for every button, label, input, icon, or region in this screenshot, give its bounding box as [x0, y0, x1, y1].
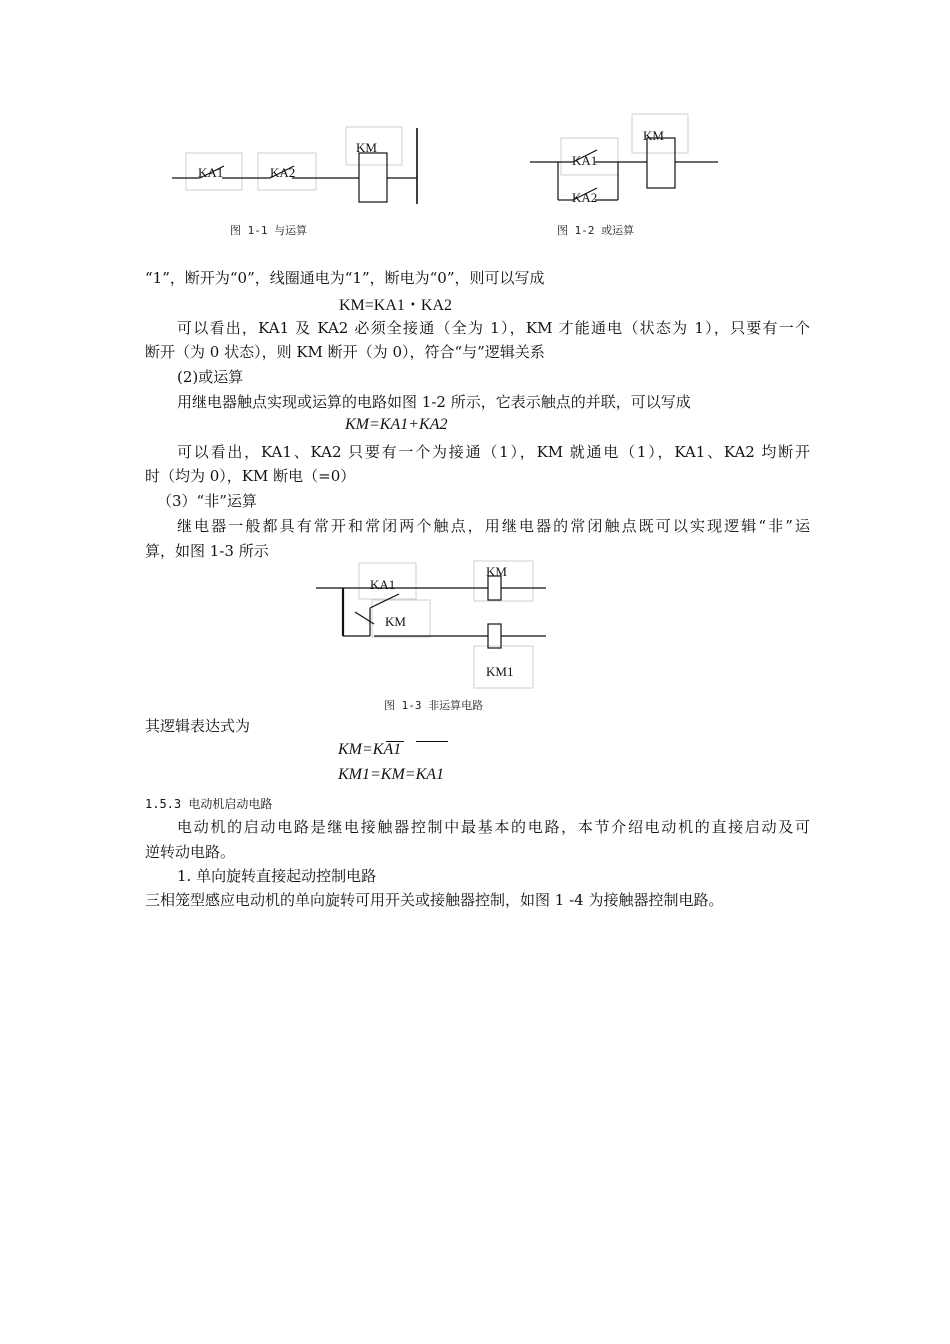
figure-or-circuit	[525, 110, 725, 210]
figure-caption-1-3: 图 1-3 非运算电路	[384, 699, 484, 712]
section-heading-1-5-3: 1.5.3 电动机启动电路	[145, 797, 273, 811]
formula-not-1: KM=KA1	[338, 741, 402, 758]
formula-or: KM=KA1+KA2	[345, 416, 448, 433]
paragraph-motor-start-1: 电动机的启动电路是继电接触器控制中最基本的电路，本节介绍电动机的直接启动及可	[177, 818, 810, 836]
paragraph-and-explain-1: 可以看出，KA1 及 KA2 必须全接通（全为 1），KM 才能通电（状态为 1），只要有一个	[177, 319, 810, 337]
paragraph-not-1: 继电器一般都具有常开和常闭两个触点，用继电器的常闭触点既可以实现逻辑“非”运	[177, 517, 810, 535]
paragraph-not-2: 算，如图 1-3 所示	[145, 542, 269, 560]
formula-not-1-overbar	[386, 741, 404, 742]
fig2-label-ka1: KA1	[572, 153, 598, 168]
figure-caption-1-2: 图 1-2 或运算	[557, 224, 635, 237]
paragraph-and-intro: “1”，断开为“0”，线圈通电为“1”，断电为“0”，则可以写成	[145, 269, 545, 287]
figure-and-circuit	[170, 120, 430, 210]
fig1-label-km: KM	[356, 140, 377, 155]
subheading-or: (2)或运算	[177, 368, 244, 386]
subheading-single-direction: 1. 单向旋转直接起动控制电路	[177, 867, 377, 885]
fig1-label-ka2: KA2	[270, 165, 296, 180]
paragraph-motor-start-2: 逆转动电路。	[145, 843, 236, 861]
paragraph-logic-expression: 其逻辑表达式为	[145, 717, 251, 735]
or-circuit-diagram	[525, 110, 725, 210]
paragraph-or-intro: 用继电器触点实现或运算的电路如图 1-2 所示，它表示触点的并联，可以写成	[177, 393, 691, 411]
formula-not-2: KM1=KM=KA1	[338, 766, 445, 783]
fig3-label-km-contact: KM	[385, 614, 406, 629]
subheading-not: （3）“非”运算	[157, 492, 257, 510]
figure-caption-1-1: 图 1-1 与运算	[230, 224, 308, 237]
not-circuit-diagram	[312, 556, 552, 691]
fig3-label-km1: KM1	[486, 664, 514, 679]
fig1-label-ka1: KA1	[198, 165, 224, 180]
formula-and: KM=KA1・KA2	[339, 297, 453, 314]
fig3-label-ka1: KA1	[370, 577, 396, 592]
and-circuit-diagram	[170, 120, 430, 210]
fig2-label-ka2: KA2	[572, 190, 598, 205]
formula-not-extra-overbar	[416, 741, 448, 742]
fig2-label-km: KM	[643, 128, 664, 143]
paragraph-or-explain-1: 可以看出，KA1、KA2 只要有一个为接通（1），KM 就通电（1），KA1、KA2 均断开	[177, 443, 810, 461]
paragraph-and-explain-2: 断开（为 0 状态），则 KM 断开（为 0），符合“与”逻辑关系	[145, 343, 545, 361]
fig3-label-km-coil: KM	[486, 564, 507, 579]
paragraph-induction-motor: 三相笼型感应电动机的单向旋转可用开关或接触器控制，如图 1 -4 为接触器控制电路。	[145, 891, 724, 909]
paragraph-or-explain-2: 时（均为 0），KM 断电（=0）	[145, 467, 356, 485]
figure-not-circuit	[312, 556, 552, 691]
